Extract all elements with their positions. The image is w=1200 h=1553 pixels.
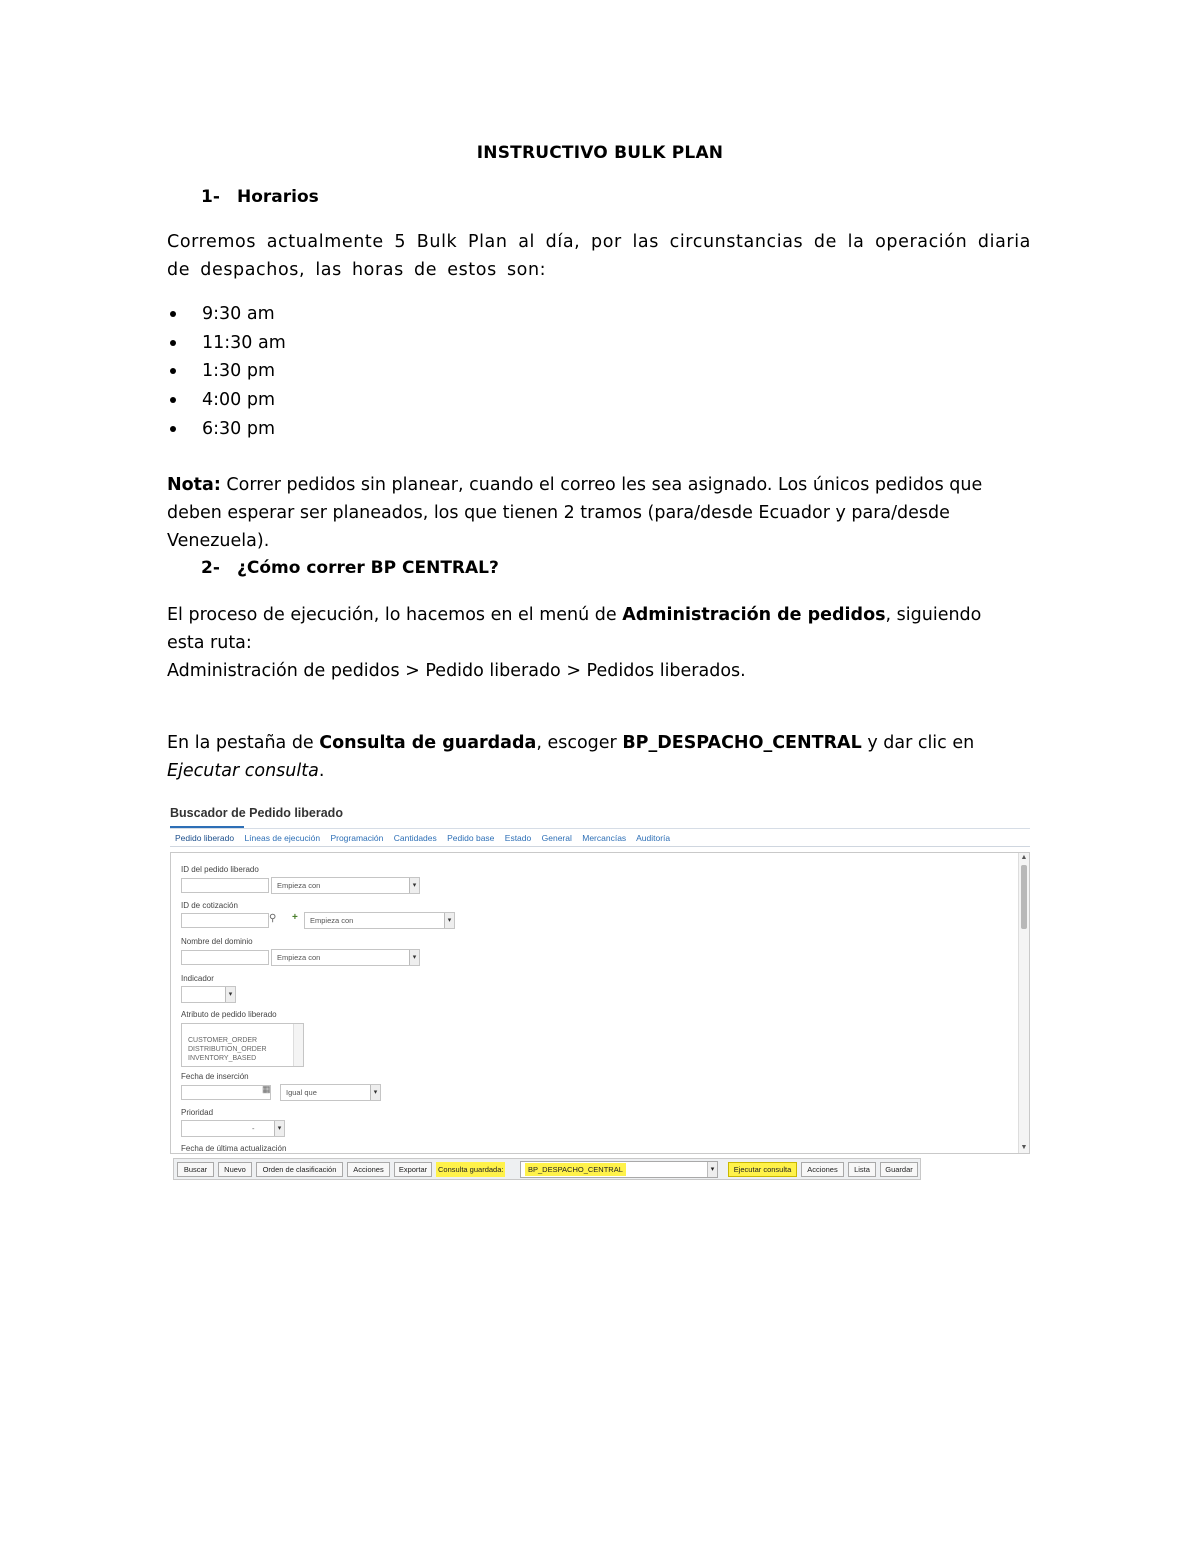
tab-mercancias[interactable]: Mercancías (582, 833, 627, 843)
chevron-down-icon: ▾ (444, 913, 454, 928)
finder-tabs (175, 833, 678, 843)
list-item[interactable]: DISTRIBUTION_ORDER (188, 1046, 267, 1053)
title-divider (170, 828, 1030, 829)
chevron-down-icon: ▾ (274, 1121, 284, 1136)
calendar-icon[interactable]: ▦ (262, 1084, 271, 1094)
bullet-icon (170, 397, 176, 403)
filter-panel (170, 852, 1030, 1154)
finder-toolbar (173, 1158, 921, 1180)
menu-name: Administración de pedidos (622, 605, 886, 625)
list-item[interactable]: CUSTOMER_ORDER (188, 1037, 258, 1044)
chevron-down-icon: ▾ (409, 950, 419, 965)
nombre-dominio-input[interactable] (181, 950, 269, 965)
id-cotizacion-input[interactable] (181, 913, 269, 928)
process-paragraph: El proceso de ejecución, lo hacemos en el menú de Administración de pedidos, siguiendo esta ruta: (167, 605, 982, 653)
fecha-insercion-input[interactable] (181, 1085, 271, 1100)
section-1-heading (201, 187, 319, 207)
action-name: Ejecutar consulta (167, 761, 319, 781)
bullet-icon (170, 368, 176, 374)
tab-general[interactable]: General (541, 833, 572, 843)
guardar-button[interactable]: Guardar (880, 1162, 918, 1177)
list-item: 6:30 pm (167, 415, 286, 444)
section-1-intro: Corremos actualmente 5 Bulk Plan al día, por las circunstancias de la operación diaria de despachos, las horas de estos son: (167, 232, 1031, 280)
panel-scrollbar[interactable] (1018, 853, 1029, 1153)
list-item: 4:00 pm (167, 386, 286, 415)
nombre-dominio-operator[interactable]: Empieza con ▾ (271, 949, 420, 966)
section-2-number: 2- (201, 558, 220, 578)
scroll-up-icon[interactable]: ▲ (1020, 854, 1028, 861)
chevron-down-icon: ▾ (370, 1085, 380, 1100)
buscar-button[interactable]: Buscar (177, 1162, 214, 1177)
id-pedido-input[interactable] (181, 878, 269, 893)
ejecutar-consulta-button[interactable]: Ejecutar consulta (728, 1162, 797, 1177)
scroll-down-icon[interactable]: ▼ (1020, 1144, 1028, 1151)
section-1-number: 1- (201, 187, 220, 207)
tab-estado[interactable]: Estado (504, 833, 532, 843)
section-2-heading (201, 558, 499, 578)
consulta-guardada-value: BP_DESPACHO_CENTRAL (525, 1163, 626, 1176)
id-cotizacion-label: ID de cotización (181, 901, 238, 910)
tab-lineas-ejecucion[interactable]: Líneas de ejecución (244, 833, 321, 843)
schedule-list (167, 300, 286, 443)
indicador-select[interactable] (181, 986, 236, 1003)
fecha-insercion-operator[interactable]: Igual que ▾ (280, 1084, 381, 1101)
id-pedido-label: ID del pedido liberado (181, 865, 259, 874)
embedded-screenshot (167, 800, 1033, 1184)
section-2-title: ¿Cómo correr BP CENTRAL? (237, 558, 499, 578)
list-item: 1:30 pm (167, 357, 286, 386)
nuevo-button[interactable]: Nuevo (218, 1162, 252, 1177)
bullet-icon (170, 340, 176, 346)
finder-title: Buscador de Pedido liberado (170, 806, 343, 820)
atributo-label: Atributo de pedido liberado (181, 1010, 277, 1019)
acciones-2-button[interactable]: Acciones (801, 1162, 844, 1177)
menu-path: Administración de pedidos > Pedido liberado > Pedidos liberados. (167, 661, 746, 681)
id-cotizacion-operator[interactable]: Empieza con ▾ (304, 912, 455, 929)
tab-rule (170, 846, 1030, 847)
list-item: 11:30 am (167, 329, 286, 358)
bullet-icon (170, 426, 176, 432)
id-pedido-operator[interactable]: Empieza con ▾ (271, 877, 420, 894)
tab-auditoria[interactable]: Auditoría (636, 833, 671, 843)
note-paragraph (167, 471, 1037, 555)
scroll-thumb[interactable] (1021, 865, 1027, 929)
note-text: Correr pedidos sin planear, cuando el correo les sea asignado. Los únicos pedidos que deben esperar ser planeados, los que tienen 2 tramos (para/desde Ecuador y para/desde Venezuela). (167, 475, 983, 551)
indicador-label: Indicador (181, 974, 214, 983)
exportar-button[interactable]: Exportar (394, 1162, 432, 1177)
fecha-ultima-label: Fecha de última actualización (181, 1144, 287, 1153)
tab-pedido-base[interactable]: Pedido base (447, 833, 495, 843)
add-icon[interactable]: + (292, 912, 298, 923)
orden-clasificacion-button[interactable]: Orden de clasificación (256, 1162, 343, 1177)
section-1-title: Horarios (237, 187, 319, 207)
note-label: Nota: (167, 475, 221, 495)
bullet-icon (170, 311, 176, 317)
tab-cantidades[interactable]: Cantidades (393, 833, 437, 843)
chevron-down-icon: ▾ (225, 987, 235, 1002)
listbox-scrollbar[interactable] (293, 1024, 303, 1066)
consulta-guardada-label: Consulta guardada: (436, 1162, 505, 1177)
tab-name: Consulta de guardada (319, 733, 537, 753)
acciones-button[interactable]: Acciones (347, 1162, 390, 1177)
list-item[interactable]: INVENTORY_BASED (188, 1055, 257, 1062)
prioridad-select[interactable]: - ▾ (181, 1120, 285, 1137)
chevron-down-icon: ▾ (707, 1162, 717, 1177)
prioridad-label: Prioridad (181, 1108, 214, 1117)
chevron-down-icon: ▾ (409, 878, 419, 893)
list-item: 9:30 am (167, 300, 286, 329)
document-title: INSTRUCTIVO BULK PLAN (476, 143, 724, 163)
atributo-listbox[interactable] (181, 1023, 304, 1067)
lista-button[interactable]: Lista (848, 1162, 876, 1177)
search-icon[interactable]: ⚲ (269, 913, 277, 924)
fecha-insercion-label: Fecha de inserción (181, 1072, 249, 1081)
consulta-guardada-select[interactable] (520, 1161, 718, 1178)
query-name: BP_DESPACHO_CENTRAL (622, 733, 862, 753)
tab-programacion[interactable]: Programación (330, 833, 384, 843)
tab-pedido-liberado[interactable]: Pedido liberado (175, 833, 235, 843)
instruction-paragraph: En la pestaña de Consulta de guardada, escoger BP_DESPACHO_CENTRAL y dar clic en Ejecutar consulta. (167, 733, 975, 781)
nombre-dominio-label: Nombre del dominio (181, 937, 253, 946)
